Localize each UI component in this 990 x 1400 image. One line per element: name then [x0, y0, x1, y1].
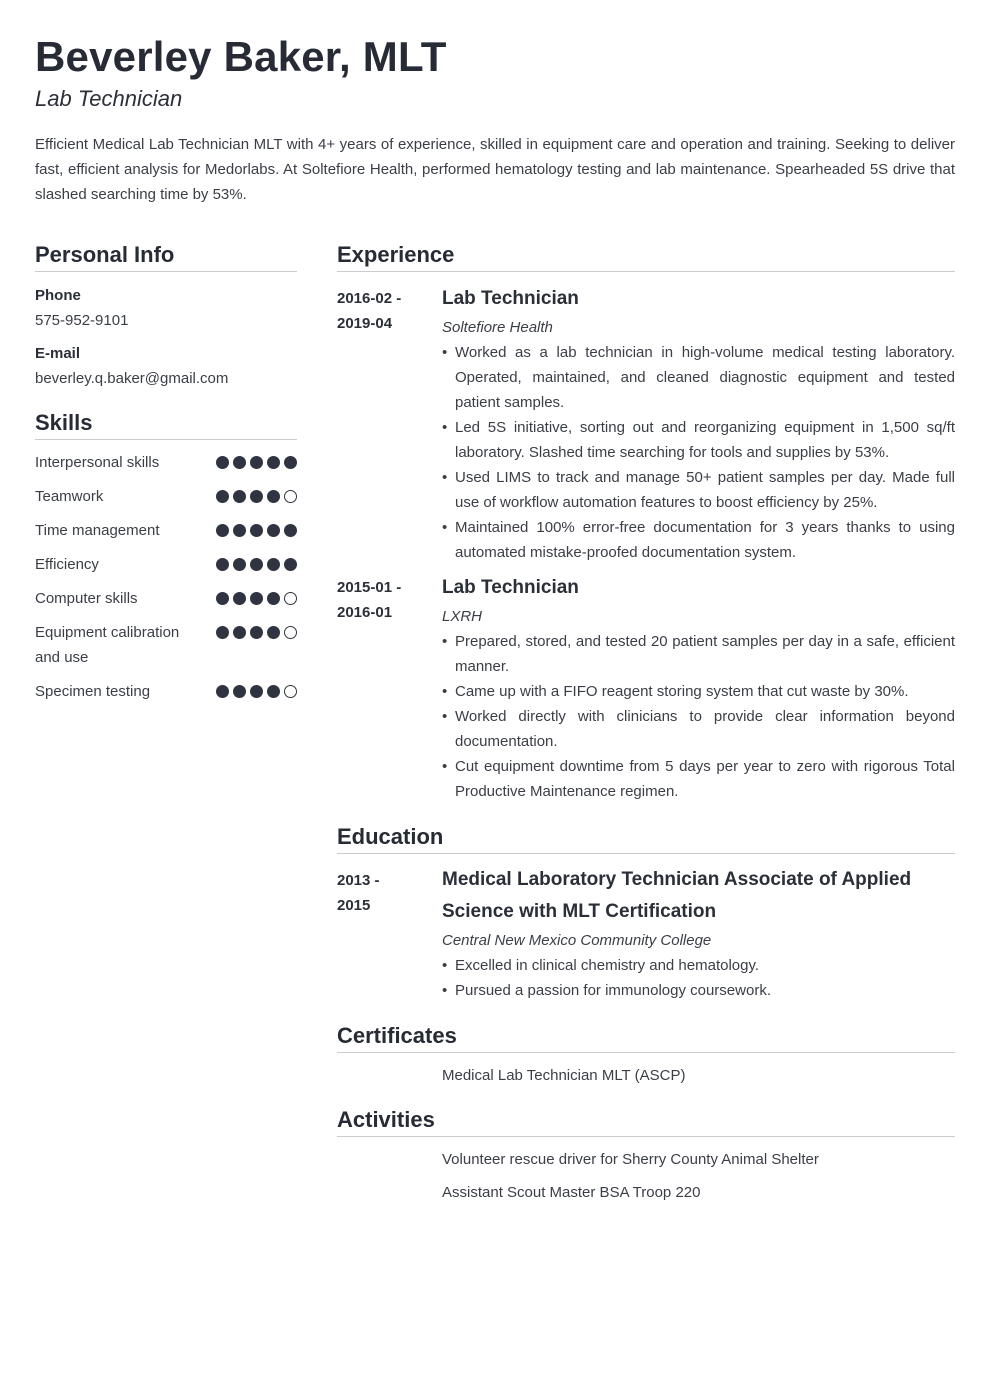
phone-block [35, 283, 297, 333]
bullet-item: • Came up with a FIFO reagent storing system that cut waste by 30%. [442, 679, 955, 704]
rating-dot-filled-icon [233, 524, 246, 537]
rating-dot-filled-icon [267, 456, 280, 469]
date-end: 2019-04 [337, 315, 393, 332]
rating-dot-filled-icon [250, 490, 263, 503]
rating-dot-filled-icon [216, 490, 229, 503]
email-value: beverley.q.baker@gmail.com [35, 370, 229, 387]
rating-dot-filled-icon [216, 524, 229, 537]
job-title: Lab Technician [442, 288, 579, 309]
education-entry [337, 868, 955, 1003]
skill-rating [216, 450, 297, 469]
bullet-item: • Used LIMS to track and manage 50+ patient samples per day. Made full use of workflow automation features to boost efficiency by 25%. [442, 465, 955, 515]
certificate-item: Medical Lab Technician MLT (ASCP) [442, 1067, 686, 1084]
experience-body [442, 286, 955, 565]
rating-dot-filled-icon [216, 592, 229, 605]
education-bullets [442, 953, 955, 1003]
skill-rating [216, 679, 297, 698]
date-end: 2015 [337, 897, 371, 914]
job-title: Lab Technician [442, 577, 579, 598]
date-end: 2016-01 [337, 604, 393, 621]
rating-dot-filled-icon [233, 685, 246, 698]
right-column [337, 242, 955, 1205]
company-name: Soltefiore Health [442, 319, 553, 336]
rating-dot-filled-icon [216, 558, 229, 571]
rating-dot-filled-icon [267, 524, 280, 537]
rating-dot-filled-icon [267, 558, 280, 571]
bullet-item: • Pursued a passion for immunology coursework. [442, 978, 955, 1003]
skill-rating [216, 552, 297, 571]
experience-entry-2 [337, 575, 955, 804]
skill-name: Teamwork [35, 488, 104, 505]
rating-dot-filled-icon [216, 626, 229, 639]
experience-date [337, 286, 442, 565]
date-start: 2016-02 - [337, 290, 402, 307]
summary-paragraph: Efficient Medical Lab Technician MLT with 4+ years of experience, skilled in equipment care and operation and training. Seeking to deliver fast, efficient analysis for Medorlabs. At Soltefiore Health, performed hematology testing and lab maintenance. Spearheaded 5S drive that slashed searching time by 53%. [35, 136, 955, 203]
skill-row [35, 518, 297, 543]
skill-name: Equipment calibration and use [35, 624, 180, 666]
candidate-name: Beverley Baker, MLT [35, 33, 447, 80]
rating-dot-filled-icon [267, 685, 280, 698]
bullet-item: • Prepared, stored, and tested 20 patient samples per day in a safe, efficient manner. [442, 629, 955, 679]
skill-row [35, 620, 297, 670]
rating-dot-filled-icon [267, 592, 280, 605]
company-name: LXRH [442, 608, 483, 625]
phone-label: Phone [35, 287, 81, 304]
certificates-heading: Certificates [337, 1023, 955, 1053]
skill-name: Computer skills [35, 590, 138, 607]
email-block [35, 341, 297, 391]
bullet-item: • Worked directly with clinicians to provide clear information beyond documentation. [442, 704, 955, 754]
rating-dot-filled-icon [284, 524, 297, 537]
rating-dot-filled-icon [216, 456, 229, 469]
job-bullets [442, 340, 955, 565]
left-column [35, 242, 297, 713]
rating-dot-filled-icon [250, 456, 263, 469]
email-label: E-mail [35, 345, 81, 362]
candidate-title: Lab Technician [35, 86, 183, 111]
rating-dot-filled-icon [284, 456, 297, 469]
rating-dot-empty-icon [284, 685, 297, 698]
skill-row [35, 552, 297, 577]
rating-dot-filled-icon [216, 685, 229, 698]
skill-rating [216, 620, 297, 639]
education-heading: Education [337, 824, 955, 854]
bullet-item: • Maintained 100% error-free documentation for 3 years thanks to using automated mistake-proofed documentation system. [442, 515, 955, 565]
skill-row [35, 484, 297, 509]
skill-name: Interpersonal skills [35, 454, 160, 471]
rating-dot-filled-icon [267, 626, 280, 639]
rating-dot-empty-icon [284, 490, 297, 503]
skill-rating [216, 586, 297, 605]
rating-dot-filled-icon [233, 626, 246, 639]
skill-rating [216, 484, 297, 503]
rating-dot-filled-icon [250, 524, 263, 537]
skills-heading: Skills [35, 410, 297, 440]
skill-name: Time management [35, 522, 160, 539]
rating-dot-filled-icon [284, 558, 297, 571]
rating-dot-filled-icon [250, 558, 263, 571]
skill-row [35, 586, 297, 611]
skill-row [35, 679, 297, 704]
rating-dot-empty-icon [284, 592, 297, 605]
rating-dot-filled-icon [250, 685, 263, 698]
rating-dot-filled-icon [267, 490, 280, 503]
bullet-item: • Led 5S initiative, sorting out and reorganizing equipment in 1,500 sq/ft laboratory. Slashed time searching for tools and supplies by 53%. [442, 415, 955, 465]
experience-body [442, 575, 955, 804]
skill-name: Efficiency [35, 556, 99, 573]
school-name: Central New Mexico Community College [442, 932, 712, 949]
date-start: 2015-01 - [337, 579, 402, 596]
rating-dot-filled-icon [233, 558, 246, 571]
skill-rating [216, 518, 297, 537]
activity-item: Assistant Scout Master BSA Troop 220 [442, 1184, 701, 1201]
bullet-item: • Excelled in clinical chemistry and hematology. [442, 953, 955, 978]
phone-value: 575-952-9101 [35, 312, 129, 329]
experience-date [337, 575, 442, 804]
rating-dot-filled-icon [250, 626, 263, 639]
skill-row [35, 450, 297, 475]
rating-dot-filled-icon [233, 456, 246, 469]
rating-dot-filled-icon [250, 592, 263, 605]
activities-heading: Activities [337, 1107, 955, 1137]
rating-dot-empty-icon [284, 626, 297, 639]
rating-dot-filled-icon [233, 490, 246, 503]
job-bullets [442, 629, 955, 804]
rating-dot-filled-icon [233, 592, 246, 605]
experience-entry-1 [337, 286, 955, 565]
bullet-item: • Cut equipment downtime from 5 days per year to zero with rigorous Total Productive Maintenance regimen. [442, 754, 955, 804]
personal-info-heading: Personal Info [35, 242, 297, 272]
bullet-item: • Worked as a lab technician in high-volume medical testing laboratory. Operated, maintained, and cleaned diagnostic equipment and tested patient samples. [442, 340, 955, 415]
education-body [442, 868, 955, 1003]
education-date [337, 868, 442, 1003]
activity-item: Volunteer rescue driver for Sherry County Animal Shelter [442, 1151, 819, 1168]
date-start: 2013 - [337, 872, 380, 889]
skill-name: Specimen testing [35, 683, 151, 700]
degree-title: Medical Laboratory Technician Associate of Applied Science with MLT Certification [442, 869, 912, 922]
experience-heading: Experience [337, 242, 955, 272]
skills-list [35, 450, 297, 704]
